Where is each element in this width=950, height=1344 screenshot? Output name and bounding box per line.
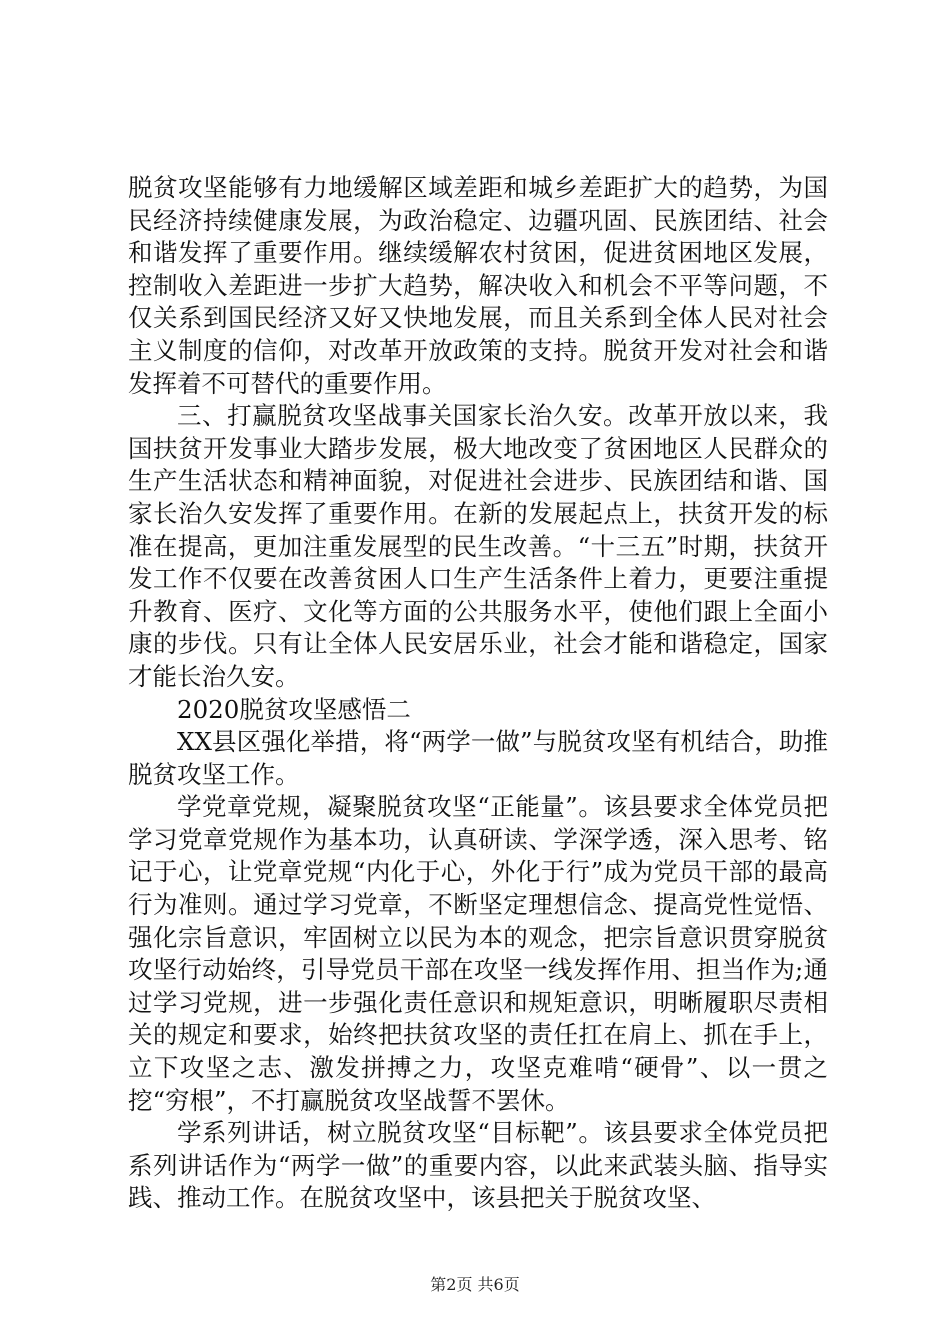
document-body: [128, 172, 828, 1215]
paragraph-1: 脱贫攻坚能够有力地缓解区域差距和城乡差距扩大的趋势，为国民经济持续健康发展，为政治稳定、边疆巩固、民族团结、社会和谐发挥了重要作用。继续缓解农村贫困，促进贫困地区发展，控制收入差距进一步扩大趋势，解决收入和机会不平等问题，不仅关系到国民经济又好又快地发展，而且关系到全体人民对社会主义制度的信仰，对改革开放政策的支持。脱贫开发对社会和谐发挥着不可替代的重要作用。: [128, 173, 828, 398]
page-number-footer: 第2页 共6页: [430, 1275, 520, 1294]
section-heading: 2020脱贫攻坚感悟二: [177, 694, 411, 724]
paragraph-4: 学党章党规，凝聚脱贫攻坚“正能量”。该县要求全体党员把学习党章党规作为基本功，认真研读、学深学透，深入思考、铭记于心，让党章党规“内化于心，外化于行”成为党员干部的最高行为准则。通过学习党章，不断坚定理想信念、提高党性觉悟、强化宗旨意识，牢固树立以民为本的观念，把宗旨意识贯穿脱贫攻坚行动始终，引导党员干部在攻坚一线发挥作用、担当作为;通过学习党规，进一步强化责任意识和规矩意识，明晰履职尽责相关的规定和要求，始终把扶贫攻坚的责任扛在肩上、抓在手上，立下攻坚之志、激发拼搏之力，攻坚克难啃“硬骨”、以一贯之挖“穷根”，不打赢脱贫攻坚战誓不罢休。: [128, 792, 828, 1115]
paragraph-2: 三、打赢脱贫攻坚战事关国家长治久安。改革开放以来，我国扶贫开发事业大踏步发展，极大地改变了贫困地区人民群众的生产生活状态和精神面貌，对促进社会进步、民族团结和谐、国家长治久安发挥了重要作用。在新的发展起点上，扶贫开发的标准在提高，更加注重发展型的民生改善。“十三五”时期，扶贫开发工作不仅要在改善贫困人口生产生活条件上着力，更要注重提升教育、医疗、文化等方面的公共服务水平，使他们跟上全面小康的步伐。只有让全体人民安居乐业，社会才能和谐稳定，国家才能长治久安。: [128, 401, 828, 691]
paragraph-3: XX县区强化举措，将“两学一做”与脱贫攻坚有机结合，助推脱贫攻坚工作。: [128, 727, 828, 789]
paragraph-5: 学系列讲话，树立脱贫攻坚“目标靶”。该县要求全体党员把系列讲话作为“两学一做”的重要内容，以此来武装头脑、指导实践、推动工作。在脱贫攻坚中，该县把关于脱贫攻坚、: [128, 1118, 828, 1213]
